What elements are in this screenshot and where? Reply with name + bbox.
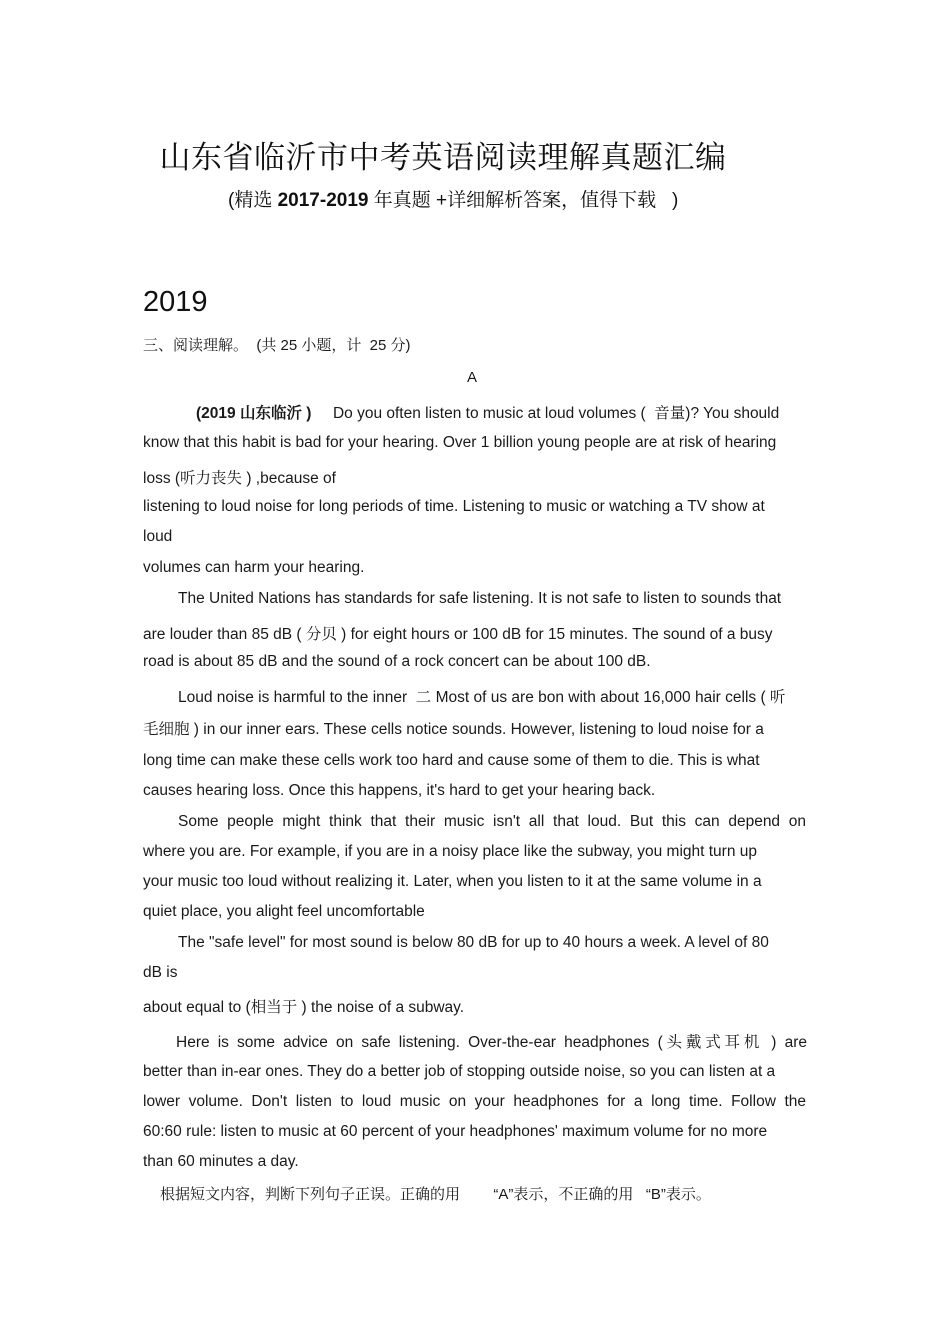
passage-line: The "safe level" for most sound is below 80 dB for up to 40 hours a week. A level of 80: [178, 934, 769, 951]
passage-line: are louder than 85 dB ( 分贝 ) for eight hours or 100 dB for 15 minutes. The sound of a busy: [143, 626, 773, 643]
passage-line: Loud noise is harmful to the inner 二 Most of us are bon with about 16,000 hair cells ( 听: [178, 689, 786, 706]
passage-line: know that this habit is bad for your hearing. Over 1 billion young people are at risk of hearing: [143, 434, 777, 451]
passage-line: loss (听力丧失 ) ,because of: [143, 470, 336, 487]
passage-line: causes hearing loss. Once this happens, it's hard to get your hearing back.: [143, 782, 656, 799]
passage-line: than 60 minutes a day.: [143, 1153, 299, 1170]
passage-line: 60:60 rule: listen to music at 60 percent of your headphones' maximum volume for no more: [143, 1123, 768, 1140]
passage-line: listening to loud noise for long periods of time. Listening to music or watching a TV show at: [143, 498, 765, 515]
passage-line: 毛细胞 ) in our inner ears. These cells notice sounds. However, listening to loud noise for a: [143, 721, 764, 738]
document-title: 山东省临沂市中考英语阅读理解真题汇编: [159, 140, 727, 176]
passage-line: volumes can harm your hearing.: [143, 559, 365, 576]
subtitle-years: 2017-2019: [277, 190, 369, 211]
document-subtitle: [228, 185, 678, 212]
year-heading: 2019: [143, 286, 208, 318]
passage-line: loud: [143, 528, 173, 545]
question-instruction: 根据短文内容，判断下列句子正误。正确的用 “A”表示，不正确的用 “B”表示。: [160, 1186, 711, 1203]
passage-line: your music too loud without realizing it. Later, when you listen to it at the same volume in a: [143, 873, 762, 890]
passage-line: long time can make these cells work too hard and cause some of them to die. This is what: [143, 752, 760, 769]
source-tag: (2019 山东临沂 ): [196, 405, 312, 422]
section-heading: 三、阅读理解。 (共 25 小题，计 25 分): [143, 337, 411, 354]
passage-line: where you are. For example, if you are in a noisy place like the subway, you might turn up: [143, 843, 757, 860]
passage-line: Here is some advice on safe listening. Over-the-ear headphones (头戴式耳机 ) are: [176, 1034, 807, 1051]
passage-line: road is about 85 dB and the sound of a rock concert can be about 100 dB.: [143, 653, 651, 670]
passage-line: better than in-ear ones. They do a better job of stopping outside noise, so you can listen at a: [143, 1063, 776, 1080]
subtitle-open: (精选: [228, 190, 278, 211]
passage-line: dB is: [143, 964, 178, 981]
passage-label: A: [467, 369, 478, 386]
passage-line: (2019 山东临沂 ) Do you often listen to music at loud volumes ( 音量)? You should: [196, 405, 780, 422]
passage-line: lower volume. Don't listen to loud music on your headphones for a long time. Follow the: [143, 1093, 806, 1110]
passage-line: Some people might think that their music isn't all that loud. But this can depend on: [178, 813, 806, 830]
passage-line: The United Nations has standards for safe listening. It is not safe to listen to sounds that: [178, 590, 782, 607]
passage-line: about equal to (相当于 ) the noise of a subway.: [143, 999, 465, 1016]
passage-line: quiet place, you alight feel uncomfortable: [143, 903, 425, 920]
subtitle-rest: 年真题 +详细解析答案，值得下载 ): [368, 190, 679, 211]
